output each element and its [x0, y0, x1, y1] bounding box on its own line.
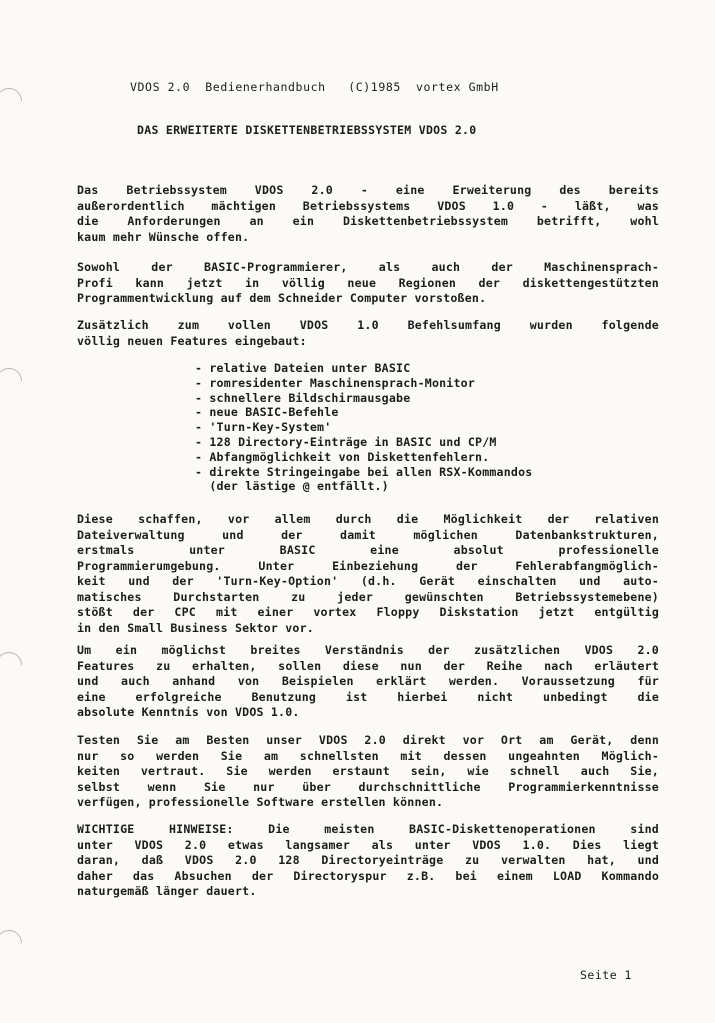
page-title: DAS ERWEITERTE DISKETTENBETRIEBSSYSTEM VDOS 2.0: [137, 123, 477, 137]
text-line: Features zu erhalten, sollen diese nun der Reihe nach erläutert: [77, 658, 659, 673]
feature-item: - neue BASIC-Befehle: [195, 405, 339, 420]
feature-item: - 128 Directory-Einträge in BASIC und CP/M: [195, 434, 497, 449]
text-line: Profi kann jetzt in völlig neue Regionen der diskettengestützten: [77, 275, 659, 290]
paragraph-understanding: [77, 643, 659, 721]
text-line: naturgemäß länger dauert.: [77, 884, 257, 898]
punch-hole-mark: [0, 647, 27, 684]
feature-item: - Abfangmöglichkeit von Diskettenfehlern.: [195, 449, 490, 464]
text-line: erstmals unter BASIC eine absolut professionelle: [77, 543, 659, 557]
text-line: Testen Sie am Besten unser VDOS 2.0 direkt vor Ort am Gerät, denn: [77, 733, 659, 747]
text-line: außerordentlich mächtigen Betriebssystems VDOS 1.0 - läßt, was: [77, 198, 659, 213]
paragraph-audience: [77, 260, 659, 307]
paragraph-benefits: [77, 512, 659, 636]
paragraph-features-intro: [77, 318, 659, 349]
text-line: verfügen, professionelle Software erstellen können.: [77, 795, 444, 809]
text-line: in den Small Business Sektor vor.: [77, 620, 314, 635]
text-line: absolute Kenntnis von VDOS 1.0.: [77, 705, 300, 719]
header-copyright: (C)1985: [348, 80, 401, 94]
text-line: Programmierumgebung. Unter Einbeziehung der Fehlerabfangmöglich-: [77, 558, 659, 573]
text-line: keiten vertraut. Sie werden erstaunt sein, wie schnell auch Sie,: [77, 764, 659, 778]
paragraph-testing: [77, 733, 659, 811]
header-doc: Bedienerhandbuch: [205, 80, 326, 94]
page-number: Seite 1: [580, 968, 632, 982]
text-line: Programmentwicklung auf dem Schneider Computer vorstoßen.: [77, 291, 487, 305]
text-line: nur so werden Sie am schnellsten mit dessen ungeahnten Möglich-: [77, 748, 659, 763]
text-line: die Anforderungen an ein Diskettenbetriebssystem betrifft, wohl: [77, 214, 659, 228]
text-line: Diese schaffen, vor allem durch die Möglichkeit der relativen: [77, 512, 659, 526]
text-line: daher das Absuchen der Directoryspur z.B. bei einem LOAD Kommando: [77, 868, 659, 883]
text-line: kaum mehr Wünsche offen.: [77, 229, 250, 244]
header-product: VDOS 2.0: [130, 80, 191, 94]
text-line: Sowohl der BASIC-Programmierer, als auch der Maschinensprach-: [77, 260, 659, 274]
text-line: eine erfolgreiche Benutzung ist hierbei nicht unbedingt die: [77, 689, 659, 704]
text-line: Zusätzlich zum vollen VDOS 1.0 Befehlsumfang wurden folgende: [77, 318, 659, 332]
text-line: Dateiverwaltung und der damit möglichen Datenbankstrukturen,: [77, 527, 659, 542]
text-line: Das Betriebssystem VDOS 2.0 - eine Erweiterung des bereits: [77, 183, 659, 197]
text-line: matisches Durchstarten zu jeder gewünschten Betriebssystemebene): [77, 589, 659, 604]
text-line: selbst wenn Sie nur über durchschnittliche Programmierkenntnisse: [77, 779, 659, 794]
header-company: vortex GmbH: [415, 80, 499, 94]
paragraph-intro: [77, 183, 659, 245]
feature-item: (der lästige @ entfällt.): [195, 479, 389, 494]
feature-list: [195, 361, 635, 494]
punch-hole-mark: [0, 363, 27, 400]
feature-item: - direkte Stringeingabe bei allen RSX-Kommandos: [195, 464, 533, 479]
text-line: WICHTIGE HINWEISE: Die meisten BASIC-Diskettenoperationen sind: [77, 822, 659, 836]
text-line: daran, daß VDOS 2.0 128 Directoryeinträge zu verwalten hat, und: [77, 853, 659, 867]
feature-item: - 'Turn-Key-System': [195, 420, 332, 435]
text-line: völlig neuen Features eingebaut:: [77, 333, 307, 348]
text-line: unter VDOS 2.0 etwas langsamer als unter VDOS 1.0. Dies liegt: [77, 837, 659, 852]
text-line: stößt der CPC mit einer vortex Floppy Diskstation jetzt entgültig: [77, 605, 659, 619]
page-header: [130, 80, 600, 94]
feature-item: - romresidenter Maschinensprach-Monitor: [195, 375, 476, 390]
feature-item: - schnellere Bildschirmausgabe: [195, 390, 411, 405]
feature-item: - relative Dateien unter BASIC: [195, 361, 411, 375]
text-line: und auch anhand von Beispielen erklärt werden. Voraussetzung für: [77, 674, 659, 688]
punch-hole-mark: [0, 83, 27, 120]
text-line: Um ein möglichst breites Verständnis der zusätzlichen VDOS 2.0: [77, 643, 659, 657]
paragraph-important-notes: [77, 822, 659, 900]
punch-hole-mark: [0, 925, 27, 962]
text-line: keit und der 'Turn-Key-Option' (d.h. Gerät einschalten und auto-: [77, 574, 659, 588]
